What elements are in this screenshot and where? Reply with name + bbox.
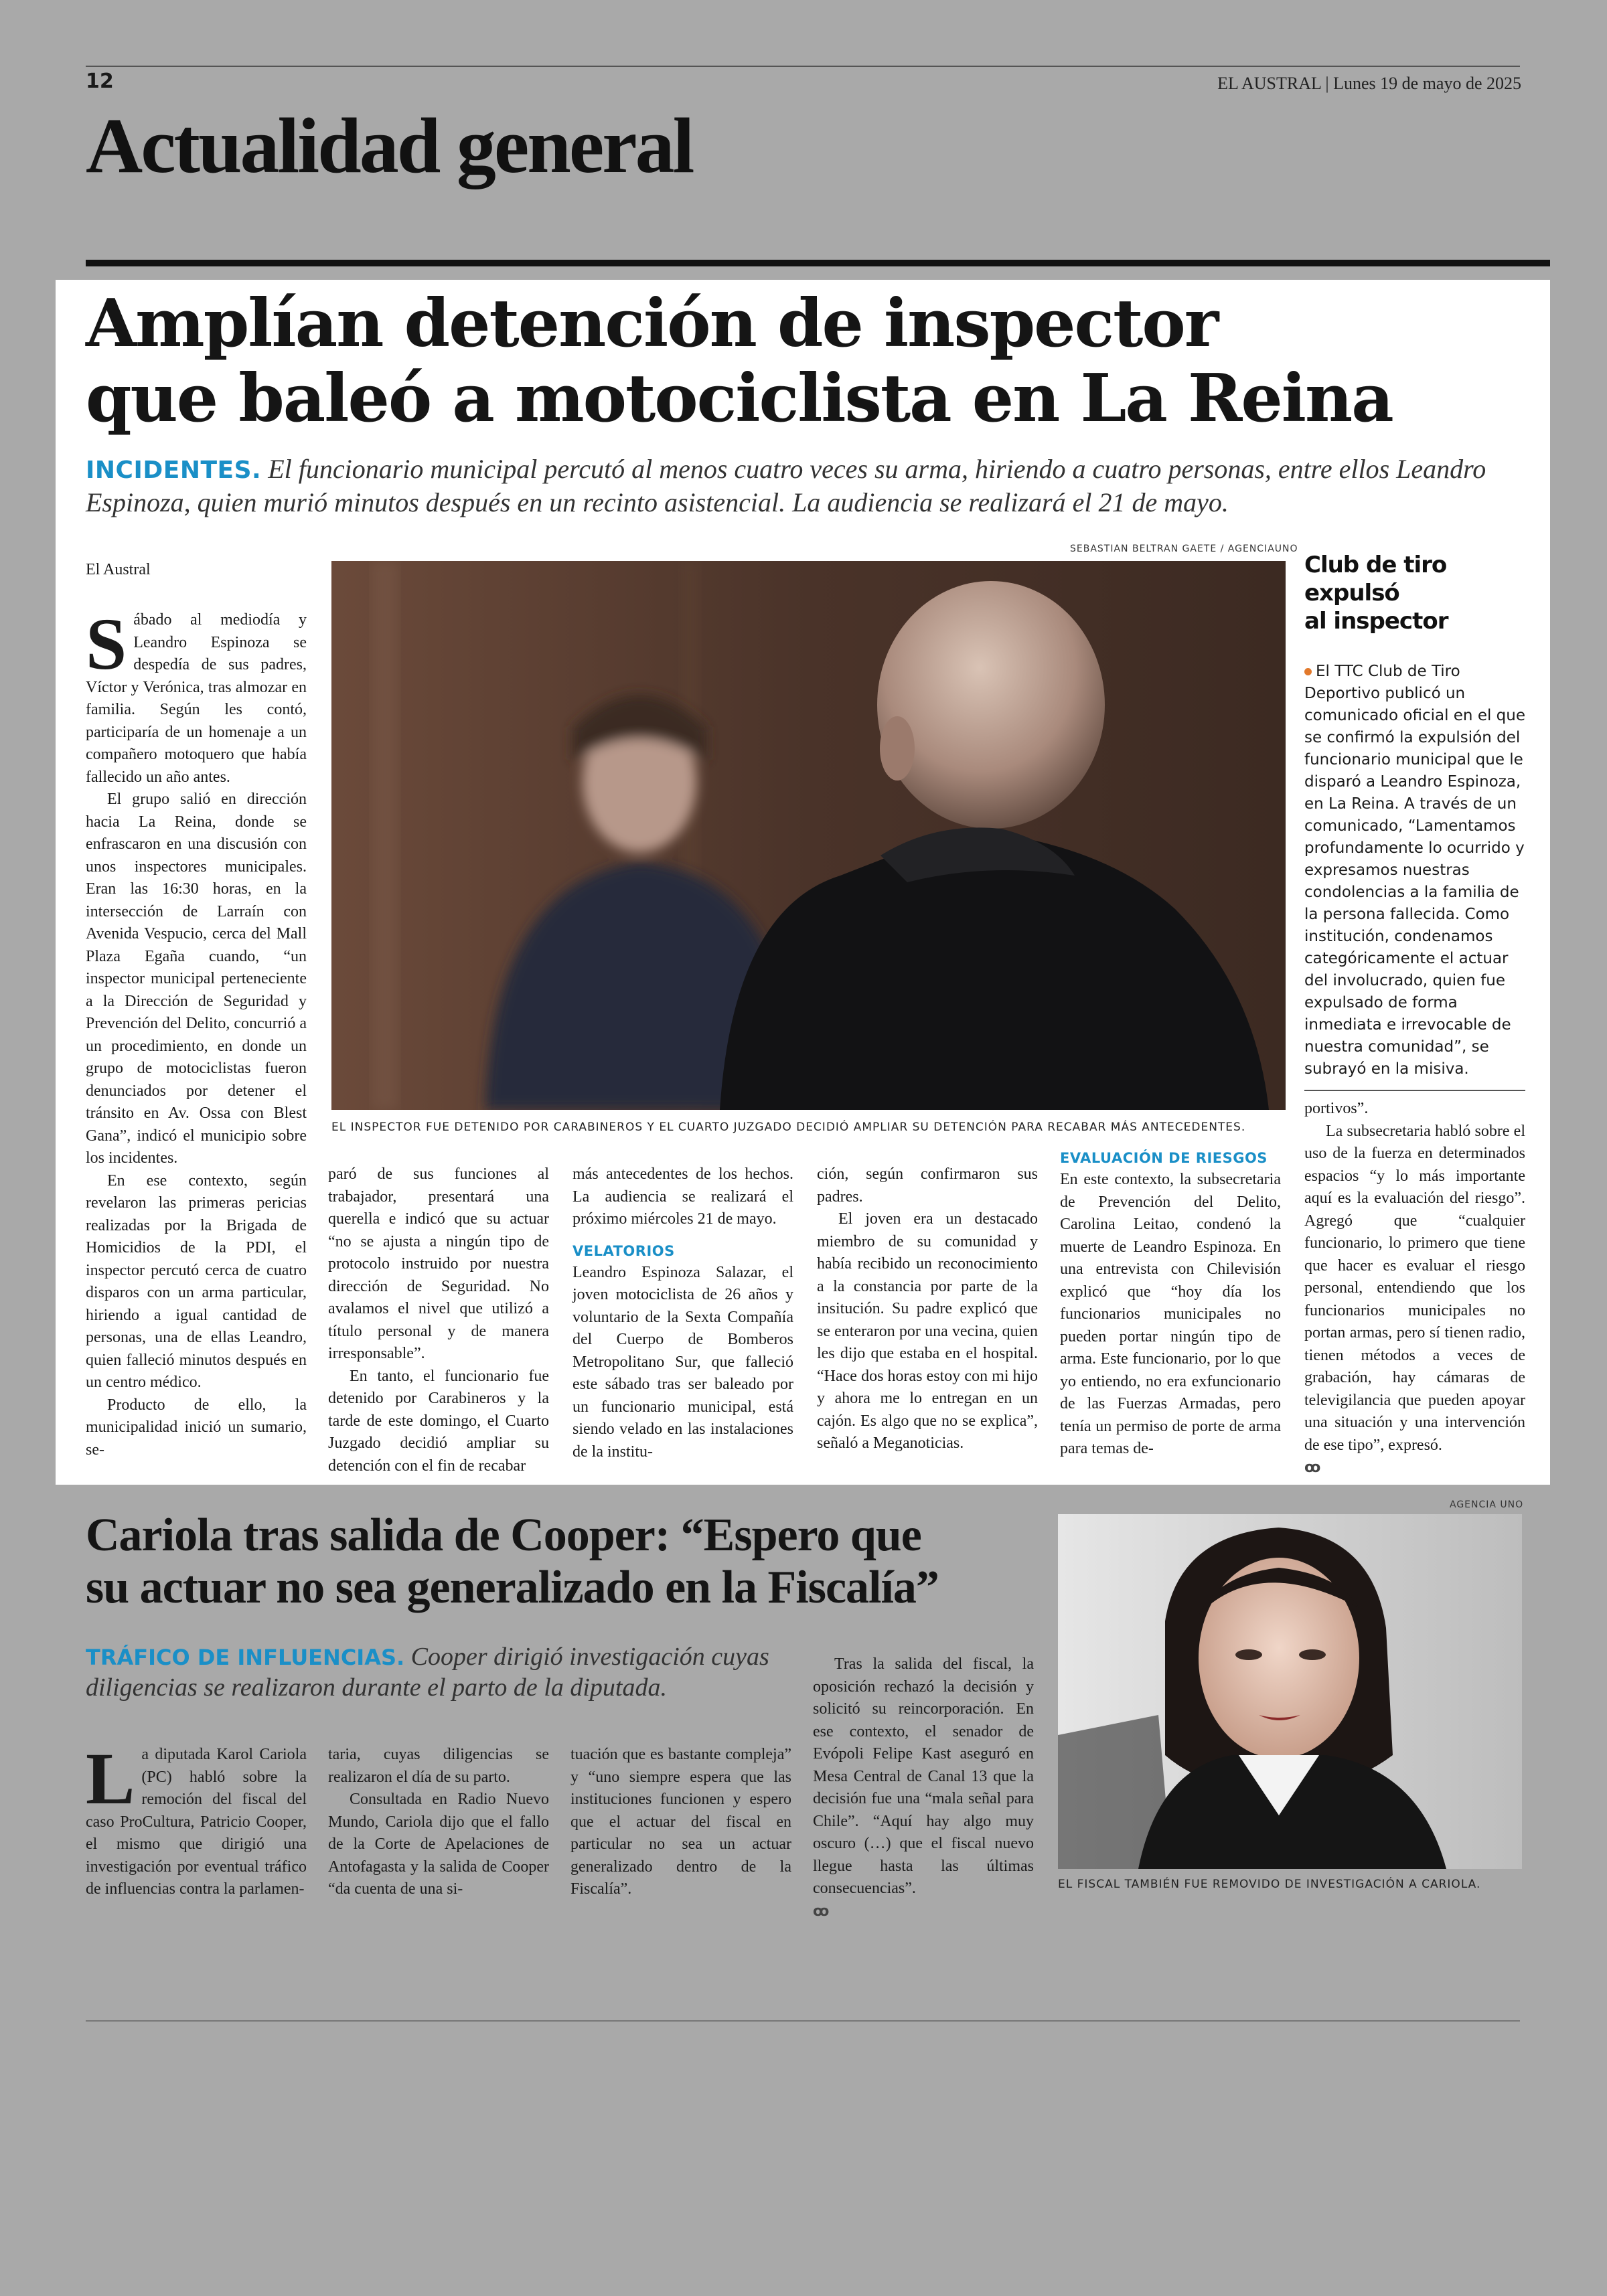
dropcap: S: [86, 603, 127, 685]
sidebar-title-line-1: Club de tiro expulsó: [1304, 552, 1447, 606]
headline-line-1: Amplían detención de inspector: [86, 285, 1218, 362]
main-column-2: [328, 1163, 549, 1477]
main-article: [56, 280, 1550, 1485]
second-lead-kicker: TRÁFICO DE INFLUENCIAS.: [86, 1645, 405, 1670]
sidebar-title: [1304, 551, 1525, 635]
lead-kicker: INCIDENTES.: [86, 457, 262, 484]
subhead-velatorios: VELATORIOS: [572, 1242, 675, 1259]
col6-paragraph-1: portivos”.: [1304, 1100, 1369, 1117]
subhead-evaluacion: EVALUACIÓN DE RIESGOS: [1060, 1150, 1268, 1166]
main-column-6: [1304, 1098, 1525, 1479]
inspector-photo: [331, 561, 1286, 1110]
second-headline: [86, 1509, 1037, 1614]
masthead: EL AUSTRAL | Lunes 19 de mayo de 2025: [1217, 74, 1521, 93]
second-photo-caption: EL FISCAL TAMBIÉN FUE REMOVIDO DE INVESTIGACIÓN A CARIOLA.: [1058, 1878, 1481, 1891]
sidebar-text: El TTC Club de Tiro Deportivo publicó un comunicado oficial en el que se confirmó la expulsión del funcionario municipal que le disparó a Leandro Espinoza, en La Reina. A través de un comunicado, “Lamentamos profundamente lo ocurrido y expresamos nuestras condolencias a la familia de la persona fallecida. Como institución, condenamos categóricamente el actuar del involucrado, quien fue expulsado de forma inmediata e irrevocable de nuestra comunidad”, se subrayó en la misiva.: [1304, 663, 1525, 1078]
second-lead: [86, 1641, 789, 1703]
page-number: 12: [86, 70, 114, 93]
col3-paragraph-2: Leandro Espinoza Salazar, el joven motociclista de 26 años y voluntario de la Sexta Compañía del Cuerpo de Bomberos Metropolitano Sur, que falleció este sábado tras ser baleado por un funcionario municipal, está siendo velado en las instalaciones de la institu-: [572, 1263, 793, 1461]
second-col2-paragraph-2: Consultada en Radio Nuevo Mundo, Cariola dijo que el fallo de la Corte de Apelaciones de Antofagasta y la salida de Cooper “da cuenta de una si-: [328, 1791, 549, 1898]
col1-paragraph-1: ábado al mediodía y Leandro Espinoza se despedía de sus padres, Víctor y Verónica, tras almozar en familia. Según les contó, participaría de un homenaje a un compañero motoquero que había fallecido un año antes.: [86, 611, 307, 786]
main-column-5: [1060, 1150, 1281, 1461]
col6-paragraph-2: La subsecretaria habló sobre el uso de la fuerza en determinados espacios “y lo más importante aquí es la evaluación del riesgo”. Agregó que “cualquier funcionario, lo primero que tiene que hacer es evaluar el riesgo personal, entendiendo que los funcionarios municipales no portan armas, pero sí tienen radio, tienen métodos a veces de grabación, hay cámaras de televigilancia que pueden apoyar una situación y una intervención de ese tipo”, expresó.: [1304, 1122, 1525, 1454]
second-col2-paragraph-1: taria, cuyas diligencias se realizaron el día de su parto.: [328, 1746, 549, 1786]
cariola-photo-image: [1058, 1514, 1522, 1869]
second-col3-text: tuación que es bastante compleja” y “uno siempre espera que las instituciones funcionen y espero que el actuar del fiscal en particular no sea un actuar generalizado dentro de la Fiscalía”.: [570, 1746, 791, 1898]
inspector-photo-image: [331, 561, 1286, 1110]
section-title: Actualidad general: [86, 102, 693, 189]
main-column-3: [572, 1163, 793, 1463]
bullet-icon: [1304, 668, 1312, 675]
col4-paragraph-2: El joven era un destacado miembro de su comunidad y había recibido un reconocimiento a la constancia por parte de la insitución. Su padre explicó que se enteraron por una vecina, quien les dijo que estaba en el hospital. “Hace dos horas estoy con mi hijo y ahora me lo entregan en un cajón. Es algo que no se explica”, señaló a Meganoticias.: [817, 1210, 1038, 1452]
section-rule: [86, 260, 1550, 266]
second-column-4: [813, 1653, 1034, 1922]
second-headline-line-1: Cariola tras salida de Cooper: “Espero que: [86, 1509, 921, 1561]
main-lead: [86, 453, 1519, 519]
second-column-3: [570, 1744, 791, 1901]
photo-credit: SEBASTIAN BELTRAN GAETE / AGENCIAUNO: [1070, 544, 1298, 554]
cariola-photo: [1058, 1514, 1522, 1869]
second-headline-line-2: su actuar no sea generalizado en la Fiscalía”: [86, 1562, 939, 1613]
photo-caption: EL INSPECTOR FUE DETENIDO POR CARABINEROS Y EL CUARTO JUZGADO DECIDIÓ AMPLIAR SU DETENCIÓN PARA RECABAR MÁS ANTECEDENTES.: [331, 1121, 1246, 1134]
second-end-mark: ꝏ: [813, 1902, 830, 1920]
lead-text: El funcionario municipal percutó al menos cuatro veces su arma, hiriendo a cuatro personas, entre ellos Leandro Espinoza, quien murió minutos después en un recinto asistencial. La audiencia se realizará el 21 de mayo.: [86, 454, 1486, 517]
sidebar-box: [1304, 551, 1525, 1091]
sidebar-rule: [1304, 1090, 1525, 1091]
second-column-1: [86, 1738, 307, 1901]
main-column-4: [817, 1163, 1038, 1455]
bottom-rule: [86, 2020, 1520, 2022]
col1-paragraph-3: En ese contexto, según revelaron las primeras pericias realizadas por la Brigada de Homicidios de la PDI, el inspector percutó cerca de cuatro disparos con un arma particular, hiriendo a igual cantidad de personas, una de ellas Leandro, quien falleció minutos después en un centro médico.: [86, 1171, 307, 1391]
col2-paragraph-2: En tanto, el funcionario fue detenido por Carabineros y la tarde de este domingo, el Cuarto Juzgado decidió ampliar su detención con el fin de recabar: [328, 1367, 549, 1475]
second-lead-text: Cooper dirigió investigación cuyas diligencias se realizaron durante el parto de la diputada.: [86, 1643, 769, 1702]
sidebar-body: [1304, 661, 1525, 1080]
second-col4-text: Tras la salida del fiscal, la oposición rechazó la decisión y solicitó su reincorporación. En ese contexto, el senador de Evópoli Felipe Kast aseguró en Mesa Central de Canal 13 que la decisión fue una “mala señal para Chile”. “Aquí hay algo muy oscuro (…) que el fiscal nuevo llegue hasta las últimas consecuencias”.: [813, 1655, 1034, 1897]
second-column-2: [328, 1744, 549, 1901]
top-rule: [86, 66, 1520, 67]
second-dropcap: L: [86, 1738, 135, 1819]
main-headline: [86, 286, 1393, 436]
second-photo-credit: AGENCIA UNO: [1450, 1499, 1524, 1510]
col4-paragraph-1: ción, según confirmaron sus padres.: [817, 1165, 1038, 1206]
col3-paragraph-1: más antecedentes de los hechos. La audiencia se realizará el próximo miércoles 21 de mayo.: [572, 1165, 793, 1228]
col1-paragraph-4: Producto de ello, la municipalidad inició un sumario, se-: [86, 1396, 307, 1459]
col1-paragraph-2: El grupo salió en dirección hacia La Reina, donde se enfrascaron en una discusión con unos inspectores municipales. Eran las 16:30 horas, en la intersección de Larraín con Avenida Vespucio, cerca del Mall Plaza Egaña cuando, “un inspector municipal perteneciente a la Dirección de Seguridad y Prevención del Delito, concurrió a un procedimiento, en donde un grupo de motociclistas fueron denunciados por detener el tránsito en Av. Ossa con Blest Gana”, indicó el municipio sobre los incidentes.: [86, 791, 307, 1167]
headline-line-2: que baleó a motociclista en La Reina: [86, 360, 1393, 437]
sidebar-title-line-2: al inspector: [1304, 608, 1448, 635]
col2-paragraph-1: paró de sus funciones al trabajador, presentará una querella e indicó que su actuar “no se ajusta a ningún tipo de protocolo instruido por nuestra dirección de Seguridad. No avalamos el nivel que utilizó a título personal y de manera irresponsable”.: [328, 1165, 549, 1362]
col5-paragraph-1: En este contexto, la subsecretaria de Prevención del Delito, Carolina Leitao, condenó la muerte de Leandro Espinoza. En una entrevista con Chilevisión explicó que “hoy día los funcionarios municipales no pueden portar ningún tipo de arma. Este funcionario, por lo que yo entiendo, no era exfuncionario de las Fuerzas Armadas, pero tenía un permiso de porte de arma para temas de-: [1060, 1171, 1281, 1457]
main-column-1: [86, 603, 307, 1461]
end-mark: ꝏ: [1304, 1459, 1321, 1476]
second-col1-text: a diputada Karol Cariola (PC) habló sobre la remoción del fiscal del caso ProCultura, Patricio Cooper, el mismo que dirigió una investigación por eventual tráfico de influencias contra la parlamen-: [86, 1746, 307, 1898]
byline: El Austral: [86, 561, 151, 578]
